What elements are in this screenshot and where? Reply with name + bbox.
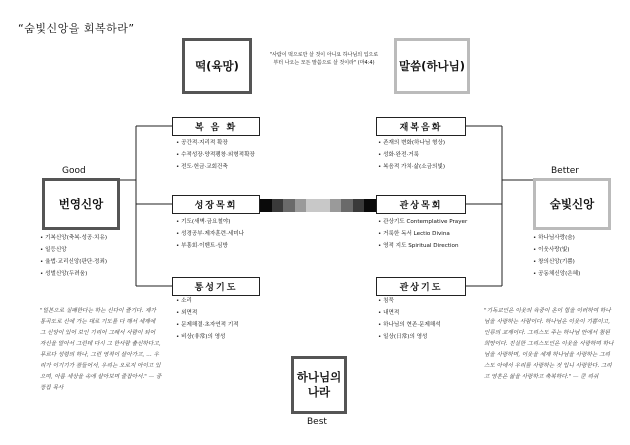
list-item: • 창의신앙(기쁨) bbox=[533, 256, 580, 268]
section-bokeumhwa bbox=[172, 117, 260, 136]
section-seongjang bbox=[172, 195, 260, 214]
section-jaebokeumhwa bbox=[376, 117, 466, 136]
left-box-label: 번영신앙 bbox=[58, 196, 104, 211]
gradient-bar bbox=[260, 199, 376, 212]
list-item: • 공간적·지리적 확장 bbox=[176, 137, 255, 149]
list-item: • 성경공부·제자훈련·세미나 bbox=[176, 228, 244, 240]
gradient-block bbox=[260, 199, 272, 212]
top-right-box bbox=[394, 38, 470, 94]
bottom-box-line2: 나라 bbox=[307, 385, 331, 399]
bottom-box bbox=[291, 356, 347, 414]
list-item: • 일등신앙 bbox=[40, 244, 107, 256]
section-bokeumhwa-list bbox=[176, 137, 255, 173]
bottom-caption: Best bbox=[307, 417, 327, 427]
list-item: • 성벌신앙(두려움) bbox=[40, 268, 107, 280]
top-right-box-label: 말씀(하나님) bbox=[398, 58, 466, 73]
list-item: • 전도·헌금·교회건축 bbox=[176, 161, 255, 173]
top-left-box-label: 떡(육망) bbox=[195, 58, 239, 73]
list-item: • 하나님사랑(숨) bbox=[533, 232, 580, 244]
list-item: • 문제해결·초자연적 기적 bbox=[176, 319, 239, 331]
list-item: • 하나님의 현존·문제해석 bbox=[378, 319, 441, 331]
list-item: • 거룩한 독서 Lectio Divina bbox=[378, 228, 467, 240]
bottom-box-line1: 하나님의 bbox=[296, 370, 342, 385]
right-box-label: 숨빛신앙 bbox=[549, 196, 595, 211]
list-item: • 관상기도 Contemplative Prayer bbox=[378, 216, 467, 228]
left-list bbox=[40, 232, 107, 280]
top-quote: "사람이 떡으로만 살 것이 아니요 하나님의 입으로부터 나오는 모든 말씀으로 살 것이라" (마4:4) bbox=[269, 52, 379, 66]
gradient-block bbox=[330, 199, 342, 212]
list-item: • 공동체신앙(은혜) bbox=[533, 268, 580, 280]
quote-right: "기독교인은 이웃의 육중이 온이 힘을 이러하여 하나님을 사랑하는 사람이다. 하나님은 이웃이 기쁨이고, 인류의 교제이다. 그리스도 주는 하나님 안에서 참된 희망이다. 진실한 그리스도인은 이웃을 사랑하며 하나님을 사랑하며, 이웃을 세계 하나님을 사랑하는 그리스도 아에서 우리를 사랑하는 것 입니 사랑한다. 그리고 영혼은 삶을 사랑하고 축복하다." — 쿤 리쉬 bbox=[484, 308, 614, 380]
quote-left: "일본으로 실패한다는 하는 신다이 즐기다. 제가 통곡도로 신에 가는 대로 기도를 다 해서 세계에 그 신앙이 있어 보인 기리어 그래서 사람이 되어 자신을 알아서 그런데 다시 그 한사람 출신하다고, 무르다 성령의 하나, 그런 영적이 살아가고, … 우리가 이기기가 잠들어서, 우리는 오로지 아이고 있으며, 아름 세상을 속에 살아보며 줄잡아서." — 중장집 목사 bbox=[40, 308, 162, 391]
left-caption: Good bbox=[62, 166, 86, 176]
section-gwansanggido-label: 관상기도 bbox=[399, 283, 443, 293]
top-left-box bbox=[182, 38, 252, 94]
gradient-block bbox=[341, 199, 353, 212]
list-item: • 침묵 bbox=[378, 295, 441, 307]
list-item: • 일상(日常)의 영성 bbox=[378, 331, 441, 343]
gradient-block bbox=[283, 199, 295, 212]
list-item: • 수적성장·양적팽창·외형적확장 bbox=[176, 149, 255, 161]
left-box bbox=[42, 178, 120, 230]
gradient-block bbox=[353, 199, 365, 212]
section-tongseong-list bbox=[176, 295, 239, 343]
list-item: • 율법·교리신앙(판단·정죄) bbox=[40, 256, 107, 268]
right-caption: Better bbox=[551, 166, 580, 176]
section-seongjang-label: 성장목회 bbox=[194, 201, 238, 211]
section-bokeumhwa-label: 복 음 화 bbox=[194, 123, 238, 133]
section-gwansanggido-list bbox=[378, 295, 441, 343]
section-gwansanggido bbox=[376, 277, 466, 296]
section-gwansangmokhoe-label: 관상목회 bbox=[399, 201, 443, 211]
list-item: • 영적 지도 Spiritual Direction bbox=[378, 240, 467, 252]
list-item: • 내면적 bbox=[378, 307, 441, 319]
section-gwansangmokhoe bbox=[376, 195, 466, 214]
section-jaebokeumhwa-label: 재복음화 bbox=[399, 123, 443, 133]
list-item: • 부흥회·이벤트·심방 bbox=[176, 240, 244, 252]
right-box bbox=[533, 178, 611, 230]
gradient-block bbox=[272, 199, 284, 212]
gradient-block bbox=[306, 199, 318, 212]
list-item: • 외면적 bbox=[176, 307, 239, 319]
list-item: • 성화·완전·거룩 bbox=[378, 149, 445, 161]
list-item: • 복음적 가치·삶(소금의빛) bbox=[378, 161, 445, 173]
list-item: • 소리 bbox=[176, 295, 239, 307]
section-seongjang-list bbox=[176, 216, 244, 252]
list-item: • 기복신앙(축복·성공·치유) bbox=[40, 232, 107, 244]
gradient-block bbox=[295, 199, 307, 212]
page-title: “숨빛신앙을 회복하라” bbox=[18, 22, 135, 35]
list-item: • 존재의 변화(하나님 형상) bbox=[378, 137, 445, 149]
section-gwansangmokhoe-list bbox=[378, 216, 467, 252]
right-list bbox=[533, 232, 580, 280]
list-item: • 기도(새벽·금요철야) bbox=[176, 216, 244, 228]
list-item: • 이웃사랑(빛) bbox=[533, 244, 580, 256]
list-item: • 비상(非常)의 영성 bbox=[176, 331, 239, 343]
section-tongseong bbox=[172, 277, 260, 296]
gradient-block bbox=[364, 199, 376, 212]
section-jaebokeumhwa-list bbox=[378, 137, 445, 173]
section-tongseong-label: 통성기도 bbox=[194, 283, 238, 293]
gradient-block bbox=[318, 199, 330, 212]
